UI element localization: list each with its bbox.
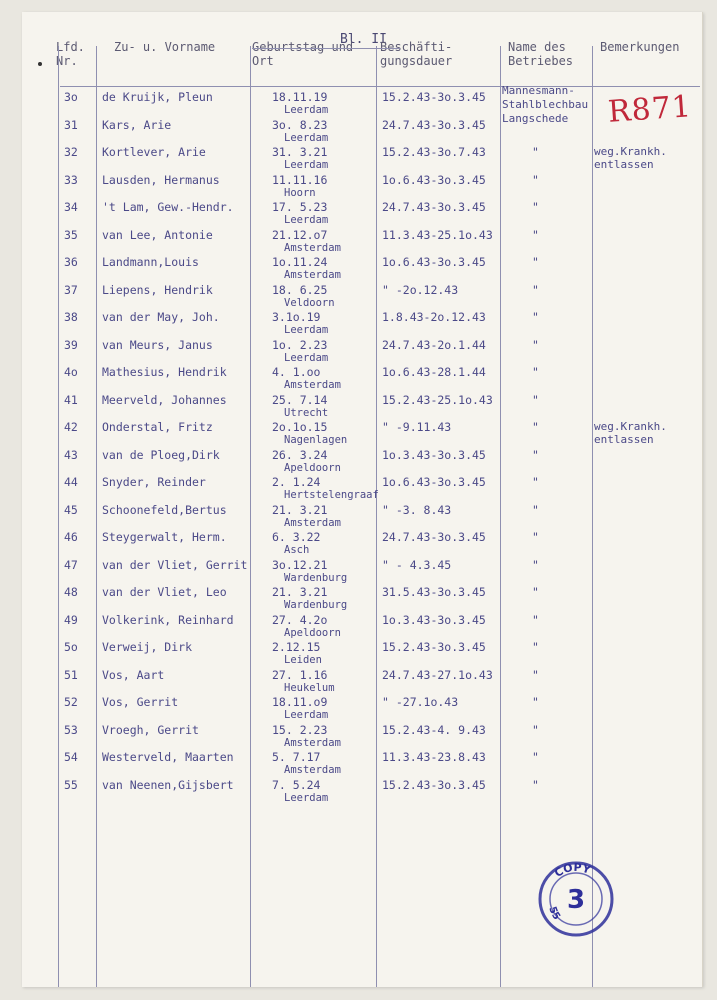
firm-line-3: Langschede (502, 112, 569, 125)
birth-date: 21. 3.21 (272, 502, 328, 517)
person-name: van der May, Joh. (102, 310, 220, 324)
birth-date: 18.11.o9 (272, 695, 328, 709)
birth-date: 27. 1.16 (272, 667, 328, 682)
birth-date: 1o. 2.23 (272, 337, 328, 352)
table-row (22, 365, 702, 393)
birth-date: 3o. 8.23 (272, 117, 328, 132)
row-number: 47 (64, 557, 78, 572)
person-name: Meerveld, Johannes (102, 392, 227, 407)
employment-period: 1o.6.43-28.1.44 (382, 365, 486, 379)
header-birth-line2: Ort (252, 54, 274, 68)
birth-place: Apeldoorn (284, 626, 341, 639)
person-name: Vos, Aart (102, 667, 165, 682)
employment-period: 1.8.43-2o.12.43 (382, 310, 486, 324)
table-row (22, 585, 702, 613)
birth-place: Leerdam (284, 709, 329, 721)
employment-period: 24.7.43-3o.3.45 (382, 530, 486, 544)
row-number: 52 (64, 695, 78, 709)
employment-period: 1o.6.43-3o.3.45 (382, 475, 486, 489)
birth-place: Leerdam (284, 159, 329, 171)
company-ditto: " (532, 530, 539, 544)
row-number: 43 (64, 447, 78, 462)
company-ditto: " (532, 750, 539, 764)
table-row (22, 778, 702, 806)
birth-place: Apeldoorn (284, 461, 341, 474)
table-row (22, 530, 702, 558)
header-birth-line1: Geburtstag und (252, 40, 354, 54)
birth-place: Leerdam (284, 131, 329, 144)
row-number: 38 (64, 310, 78, 324)
employment-period: 15.2.43-4. 9.43 (382, 722, 486, 737)
header-rule-top (252, 48, 400, 49)
birth-date: 15. 2.23 (272, 722, 328, 737)
employment-period: " - 4.3.45 (382, 557, 452, 572)
employment-period: 24.7.43-3o.3.45 (382, 200, 486, 214)
company-ditto: " (532, 420, 539, 434)
birth-date: 31. 3.21 (272, 145, 328, 159)
header-nr-line2: Nr. (56, 54, 78, 68)
person-name: van de Ploeg,Dirk (102, 447, 220, 462)
company-ditto: " (532, 365, 539, 379)
birth-place: Leerdam (284, 104, 329, 116)
birth-place: Leerdam (284, 351, 329, 364)
birth-date: 21. 3.21 (272, 585, 328, 599)
birth-date: 4. 1.oo (272, 365, 321, 379)
table-row (22, 750, 702, 778)
birth-date: 7. 5.24 (272, 777, 321, 792)
table-row (22, 475, 702, 503)
birth-date: 6. 3.22 (272, 530, 321, 544)
firm-line-2: Stahlblechbau (502, 98, 589, 111)
employment-period: 24.7.43-27.1o.43 (382, 667, 493, 682)
person-name: Kortlever, Arie (102, 145, 206, 159)
company-ditto: " (532, 310, 539, 324)
company-ditto: " (532, 475, 539, 489)
header-rule (60, 86, 700, 87)
pen-mark (38, 62, 42, 66)
birth-place: Utrecht (284, 406, 329, 419)
company-ditto: " (532, 502, 539, 517)
document-page (22, 12, 703, 987)
birth-place: Leerdam (284, 791, 329, 804)
company-ditto: " (532, 722, 539, 737)
employment-period: 11.3.43-23.8.43 (382, 750, 486, 764)
company-ditto: " (532, 695, 539, 709)
sheet-number: Bl. II (340, 32, 387, 47)
table-row (22, 723, 702, 751)
row-number: 44 (64, 475, 78, 489)
table-row (22, 668, 702, 696)
birth-place: Amsterdam (284, 516, 341, 529)
company-ditto: " (532, 145, 539, 159)
firm-line-1: Mannesmann- (502, 84, 575, 97)
table-row (22, 118, 702, 146)
person-name: Onderstal, Fritz (102, 420, 213, 434)
birth-date: 25. 7.14 (272, 392, 328, 407)
person-name: Mathesius, Hendrik (102, 365, 227, 379)
birth-date: 18. 6.25 (272, 282, 328, 297)
person-name: Lausden, Hermanus (102, 172, 220, 187)
table-row (22, 145, 702, 173)
table-row (22, 200, 702, 228)
stamp-number: 3 (566, 885, 586, 915)
birth-date: 2. 1.24 (272, 475, 321, 489)
company-ditto: " (532, 227, 539, 242)
birth-place: Leerdam (284, 214, 329, 226)
row-number: 33 (64, 172, 78, 187)
employment-period: " -3. 8.43 (382, 502, 452, 517)
remarks: weg.Krankh. entlassen (594, 420, 667, 446)
person-name: de Kruijk, Pleun (102, 90, 213, 104)
table-row (22, 613, 702, 641)
company-ditto: " (532, 667, 539, 682)
birth-date: 3o.12.21 (272, 557, 328, 572)
employment-period: " -2o.12.43 (382, 282, 459, 297)
row-number: 41 (64, 392, 78, 407)
table-row (22, 255, 702, 283)
birth-place: Asch (284, 544, 310, 556)
person-name: van Neenen,Gijsbert (102, 777, 234, 792)
birth-place: Hertstelengraaf (284, 489, 379, 501)
header-nr-line1: Lfd. (56, 40, 85, 54)
table-row (22, 640, 702, 668)
company-ditto: " (532, 392, 539, 407)
birth-date: 1o.11.24 (272, 255, 328, 269)
row-number: 35 (64, 227, 78, 242)
row-number: 32 (64, 145, 78, 159)
birth-date: 17. 5.23 (272, 200, 328, 214)
employment-period: 1o.6.43-3o.3.45 (382, 255, 486, 269)
header-firm-line2: Betriebes (508, 54, 574, 68)
birth-date: 26. 3.24 (272, 447, 328, 462)
company-ditto: " (532, 585, 539, 599)
person-name: Volkerink, Reinhard (102, 612, 234, 627)
birth-date: 18.11.19 (272, 90, 328, 104)
birth-date: 3.1o.19 (272, 310, 321, 324)
table-row (22, 338, 702, 366)
row-number: 37 (64, 282, 78, 297)
employment-period: 15.2.43-3o.3.45 (382, 777, 486, 792)
table-row (22, 90, 702, 118)
person-name: van der Vliet, Leo (102, 585, 227, 599)
company-ditto: " (532, 255, 539, 269)
copy-stamp (537, 860, 615, 938)
birth-date: 2.12.15 (272, 640, 321, 654)
table-row (22, 228, 702, 256)
row-number: 5o (64, 640, 78, 654)
table-row (22, 503, 702, 531)
person-name: Steygerwalt, Herm. (102, 530, 227, 544)
red-pencil-annotation: R871 (606, 89, 693, 130)
person-name: Westerveld, Maarten (102, 750, 234, 764)
birth-place: Wardenburg (284, 599, 348, 611)
birth-place: Amsterdam (284, 269, 341, 281)
person-name: van Lee, Antonie (102, 227, 213, 242)
company-ditto: " (532, 612, 539, 627)
person-name: Liepens, Hendrik (102, 282, 213, 297)
remarks: weg.Krankh. entlassen (594, 145, 667, 171)
table-row (22, 448, 702, 476)
header-remarks: Bemerkungen (600, 40, 680, 54)
person-name: van der Vliet, Gerrit (102, 557, 248, 572)
person-name: Landmann,Louis (102, 255, 199, 269)
row-number: 34 (64, 200, 78, 214)
employment-period: " -9.11.43 (382, 420, 452, 434)
employment-period: 15.2.43-25.1o.43 (382, 392, 493, 407)
table-row (22, 283, 702, 311)
company-ditto: " (532, 337, 539, 352)
row-number: 42 (64, 420, 78, 434)
company-ditto: " (532, 447, 539, 462)
table-row (22, 558, 702, 586)
person-name: 't Lam, Gew.-Hendr. (102, 200, 234, 214)
birth-place: Amsterdam (284, 764, 341, 776)
birth-place: Wardenburg (284, 571, 348, 584)
row-number: 48 (64, 585, 78, 599)
row-number: 46 (64, 530, 78, 544)
employment-period: 15.2.43-3o.7.43 (382, 145, 486, 159)
birth-place: Heukelum (284, 681, 335, 694)
person-name: Vos, Gerrit (102, 695, 179, 709)
employment-period: 1o.6.43-3o.3.45 (382, 172, 486, 187)
table-row (22, 695, 702, 723)
employment-period: 15.2.43-3o.3.45 (382, 90, 486, 104)
header-name: Zu- u. Vorname (114, 40, 216, 54)
birth-date: 21.12.o7 (272, 227, 328, 242)
table-row (22, 393, 702, 421)
employment-period: 31.5.43-3o.3.45 (382, 585, 486, 599)
header-firm-line1: Name des (508, 40, 566, 54)
birth-date: 5. 7.17 (272, 750, 321, 764)
row-number: 45 (64, 502, 78, 517)
company-ditto: " (532, 282, 539, 297)
row-number: 53 (64, 722, 78, 737)
employment-period: " -27.1o.43 (382, 695, 459, 709)
row-number: 31 (64, 117, 78, 132)
birth-date: 2o.1o.15 (272, 420, 328, 434)
birth-place: Hoorn (284, 186, 316, 199)
table-row (22, 420, 702, 448)
header-duration-line2: gungsdauer (380, 54, 453, 68)
birth-place: Amsterdam (284, 736, 341, 749)
person-name: van Meurs, Janus (102, 337, 213, 352)
employment-period: 15.2.43-3o.3.45 (382, 640, 486, 654)
employment-period: 11.3.43-25.1o.43 (382, 227, 493, 242)
birth-place: Amsterdam (284, 241, 341, 254)
employment-period: 1o.3.43-3o.3.45 (382, 447, 486, 462)
company-ditto: " (532, 557, 539, 572)
company-ditto: " (532, 777, 539, 792)
birth-place: Leerdam (284, 324, 329, 336)
row-number: 49 (64, 612, 78, 627)
row-number: 55 (64, 777, 78, 792)
birth-place: Leiden (284, 654, 322, 666)
person-name: Vroegh, Gerrit (102, 722, 199, 737)
birth-date: 11.11.16 (272, 172, 328, 187)
row-number: 3o (64, 90, 78, 104)
birth-place: Veldoorn (284, 296, 335, 309)
birth-date: 27. 4.2o (272, 612, 328, 627)
employment-period: 24.7.43-2o.1.44 (382, 337, 486, 352)
table-row (22, 173, 702, 201)
row-number: 4o (64, 365, 78, 379)
employment-period: 1o.3.43-3o.3.45 (382, 612, 486, 627)
row-number: 54 (64, 750, 78, 764)
company-ditto: " (532, 640, 539, 654)
person-name: Verweij, Dirk (102, 640, 193, 654)
birth-place: Nagenlagen (284, 434, 348, 446)
row-number: 39 (64, 337, 78, 352)
stamp-top-text: COPY (552, 860, 593, 880)
employment-period: 24.7.43-3o.3.45 (382, 117, 486, 132)
stamp-bottom-text: 55 (546, 905, 563, 923)
person-name: Kars, Arie (102, 117, 172, 132)
company-ditto: " (532, 172, 539, 187)
table-row (22, 310, 702, 338)
person-name: Schoonefeld,Bertus (102, 502, 227, 517)
birth-place: Amsterdam (284, 379, 341, 391)
row-number: 51 (64, 667, 78, 682)
row-number: 36 (64, 255, 78, 269)
company-ditto: " (532, 200, 539, 214)
header-duration-line1: Beschäfti- (380, 40, 453, 54)
person-name: Snyder, Reinder (102, 475, 206, 489)
